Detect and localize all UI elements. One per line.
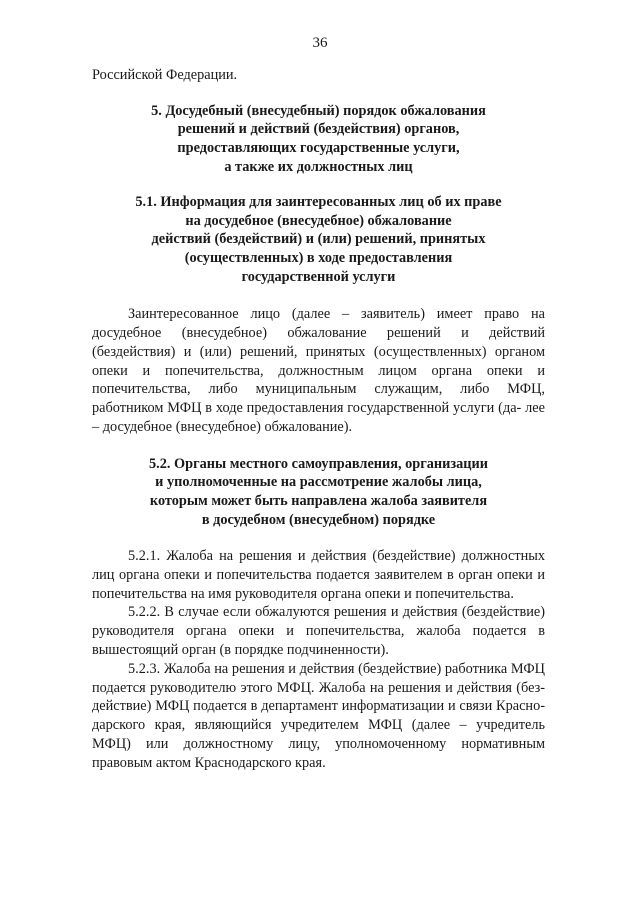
heading-line: и уполномоченные на рассмотрение жалобы лица, (155, 474, 482, 491)
heading-line: предоставляющих государственные услуги, (177, 139, 460, 156)
heading-line: которым может быть направлена жалоба заявителя (149, 492, 488, 509)
heading-line: 5. Досудебный (внесудебный) порядок обжалования (151, 102, 486, 119)
page-number: 36 (312, 35, 328, 51)
heading-line: 5.2. Органы местного самоуправления, организации (149, 455, 488, 472)
page-content (92, 66, 545, 773)
intro-line: Российской Федерации. (92, 67, 238, 83)
heading-line: 5.1. Информация для заинтересованных лиц об их праве (135, 194, 502, 211)
heading-line: государственной услуги (241, 268, 396, 285)
paragraph-5-2-3: 5.2.3. Жалоба на решения и действия (бездействие) работника МФЦ подается руководителю этого МФЦ. Жалоба на решения и действия (бездействие) МФЦ подается в департамент информатизации и связи Краснодарского края, являющийся учредителем МФЦ (далее – учредитель МФЦ) или должностному лицу, уполномоченному нормативным правовым актом Краснодарского края. (92, 660, 545, 771)
heading-line: (осуществленных) в ходе предоставления (184, 249, 453, 266)
heading-line: решений и действий (бездействия) органов, (177, 121, 460, 138)
paragraph-5-2-1: 5.2.1. Жалоба на решения и действия (бездействие) должностных лиц органа опеки и попечительства подается заявителем в орган опеки и попечительства на имя руководителя органа опеки и попечительства. (92, 548, 545, 602)
section-5-2-heading (92, 455, 545, 529)
heading-line: в досудебном (внесудебном) порядке (201, 511, 436, 528)
section-5-1-paragraph: Заинтересованное лицо (далее – заявитель) имеет право на досудебное (внесудебное) обжалование решений и действий (бездействия) и (или) решений, принятых (осуществленных) органом опеки и попечительства, должностным лицом органа опеки и попечительства, либо муниципальным служащим, либо МФЦ, работником МФЦ в ходе предоставления государственной услуги (да- лее – досудебное (внесудебное) обжалование). (92, 306, 545, 435)
section-5-heading (92, 102, 545, 176)
section-5-1-heading (92, 193, 545, 286)
paragraph-5-2-2: 5.2.2. В случае если обжалуются решения и действия (бездействие) руководителя органа опеки и попечительства, жалоба подается в вышестоящий орган (в порядке подчиненности). (92, 604, 545, 659)
heading-line: а также их должностных лиц (224, 158, 413, 175)
heading-line: на досудебное (внесудебное) обжалование (185, 212, 452, 229)
heading-line: действий (бездействий) и (или) решений, принятых (151, 231, 486, 248)
